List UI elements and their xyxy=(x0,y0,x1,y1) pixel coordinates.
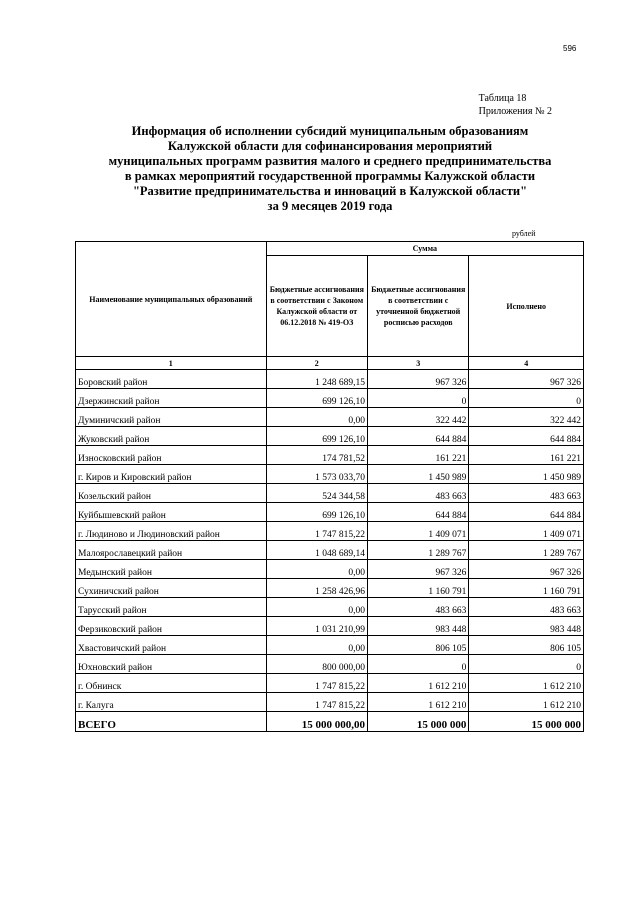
law-appropriation-value: 524 344,58 xyxy=(266,484,367,503)
executed-value: 644 884 xyxy=(469,427,584,446)
currency-unit: рублей xyxy=(512,229,536,238)
executed-value: 322 442 xyxy=(469,408,584,427)
executed-value: 1 612 210 xyxy=(469,674,584,693)
municipality-name: г. Киров и Кировский район xyxy=(76,465,267,484)
table-row xyxy=(76,522,584,541)
header-executed: Исполнено xyxy=(469,256,584,357)
refined-appropriation-value: 967 326 xyxy=(368,560,469,579)
executed-value: 0 xyxy=(469,655,584,674)
refined-appropriation-value: 644 884 xyxy=(368,427,469,446)
refined-appropriation-value: 483 663 xyxy=(368,484,469,503)
municipality-name: Малоярославецкий район xyxy=(76,541,267,560)
executed-value: 483 663 xyxy=(469,598,584,617)
table-row xyxy=(76,465,584,484)
column-index: 1 xyxy=(76,357,267,370)
refined-appropriation-value: 806 105 xyxy=(368,636,469,655)
annex-appendix-label: Приложения № 2 xyxy=(478,106,552,117)
municipality-name: Куйбышевский район xyxy=(76,503,267,522)
header-municipality: Наименование муниципальных образований xyxy=(76,242,267,357)
executed-value: 967 326 xyxy=(469,560,584,579)
subsidy-table xyxy=(75,241,584,732)
municipality-name: Ферзиковский район xyxy=(76,617,267,636)
refined-appropriation-value: 967 326 xyxy=(368,370,469,389)
refined-appropriation-value: 0 xyxy=(368,389,469,408)
header-law-appropriations: Бюджетные ассигнования в соответствии с Законом Калужской области от 06.12.2018 № 419-ОЗ xyxy=(266,256,367,357)
table-row xyxy=(76,427,584,446)
refined-appropriation-value: 0 xyxy=(368,655,469,674)
page-number: 596 xyxy=(563,44,577,53)
refined-appropriation-value: 1 612 210 xyxy=(368,674,469,693)
table-row xyxy=(76,503,584,522)
table-row xyxy=(76,408,584,427)
executed-value: 1 289 767 xyxy=(469,541,584,560)
law-appropriation-value: 1 248 689,15 xyxy=(266,370,367,389)
law-appropriation-value: 0,00 xyxy=(266,408,367,427)
municipality-name: Жуковский район xyxy=(76,427,267,446)
law-appropriation-value: 699 126,10 xyxy=(266,427,367,446)
executed-value: 1 409 071 xyxy=(469,522,584,541)
municipality-name: Тарусский район xyxy=(76,598,267,617)
law-appropriation-value: 1 031 210,99 xyxy=(266,617,367,636)
document-title xyxy=(60,124,600,214)
municipality-name: Юхновский район xyxy=(76,655,267,674)
law-appropriation-value: 1 258 426,96 xyxy=(266,579,367,598)
executed-value: 806 105 xyxy=(469,636,584,655)
executed-value: 983 448 xyxy=(469,617,584,636)
law-appropriation-value: 1 747 815,22 xyxy=(266,522,367,541)
title-line: муниципальных программ развития малого и среднего предпринимательства xyxy=(108,154,552,168)
annex-table-label: Таблица 18 xyxy=(478,93,527,104)
law-appropriation-value: 174 781,52 xyxy=(266,446,367,465)
table-row xyxy=(76,579,584,598)
refined-appropriation-value: 483 663 xyxy=(368,598,469,617)
table-row xyxy=(76,636,584,655)
header-sum: Сумма xyxy=(266,242,583,256)
column-index: 4 xyxy=(469,357,584,370)
table-row xyxy=(76,370,584,389)
executed-value: 1 160 791 xyxy=(469,579,584,598)
total-law-appropriations: 15 000 000,00 xyxy=(266,712,367,732)
table-row xyxy=(76,693,584,712)
refined-appropriation-value: 1 289 767 xyxy=(368,541,469,560)
refined-appropriation-value: 1 612 210 xyxy=(368,693,469,712)
law-appropriation-value: 0,00 xyxy=(266,560,367,579)
law-appropriation-value: 1 573 033,70 xyxy=(266,465,367,484)
refined-appropriation-value: 644 884 xyxy=(368,503,469,522)
municipality-name: Думиничский район xyxy=(76,408,267,427)
law-appropriation-value: 800 000,00 xyxy=(266,655,367,674)
total-executed: 15 000 000 xyxy=(469,712,584,732)
municipality-name: Износковский район xyxy=(76,446,267,465)
refined-appropriation-value: 161 221 xyxy=(368,446,469,465)
title-line: Калужской области для софинансирования мероприятий xyxy=(167,139,493,153)
law-appropriation-value: 699 126,10 xyxy=(266,503,367,522)
refined-appropriation-value: 983 448 xyxy=(368,617,469,636)
executed-value: 967 326 xyxy=(469,370,584,389)
law-appropriation-value: 0,00 xyxy=(266,598,367,617)
refined-appropriation-value: 1 409 071 xyxy=(368,522,469,541)
executed-value: 644 884 xyxy=(469,503,584,522)
law-appropriation-value: 1 747 815,22 xyxy=(266,674,367,693)
table-row xyxy=(76,541,584,560)
executed-value: 1 450 989 xyxy=(469,465,584,484)
table-body xyxy=(76,370,584,712)
refined-appropriation-value: 1 450 989 xyxy=(368,465,469,484)
column-index: 3 xyxy=(368,357,469,370)
municipality-name: Козельский район xyxy=(76,484,267,503)
law-appropriation-value: 699 126,10 xyxy=(266,389,367,408)
municipality-name: Сухиничский район xyxy=(76,579,267,598)
title-line: Информация об исполнении субсидий муниципальным образованиям xyxy=(131,124,529,138)
table-row xyxy=(76,560,584,579)
table-row xyxy=(76,655,584,674)
total-row xyxy=(76,712,584,732)
municipality-name: г. Калуга xyxy=(76,693,267,712)
table-row xyxy=(76,446,584,465)
header-refined-appropriations: Бюджетные ассигнования в соответствии с уточненной бюджетной росписью расходов xyxy=(368,256,469,357)
table-row xyxy=(76,389,584,408)
municipality-name: Боровский район xyxy=(76,370,267,389)
refined-appropriation-value: 1 160 791 xyxy=(368,579,469,598)
municipality-name: Хвастовичский район xyxy=(76,636,267,655)
total-refined-appropriations: 15 000 000 xyxy=(368,712,469,732)
annex-reference xyxy=(479,92,552,118)
law-appropriation-value: 0,00 xyxy=(266,636,367,655)
law-appropriation-value: 1 048 689,14 xyxy=(266,541,367,560)
table-row xyxy=(76,598,584,617)
municipality-name: Медынский район xyxy=(76,560,267,579)
executed-value: 0 xyxy=(469,389,584,408)
title-line: "Развитие предпринимательства и инноваций в Калужской области" xyxy=(132,184,528,198)
municipality-name: г. Людиново и Людиновский район xyxy=(76,522,267,541)
title-line: за 9 месяцев 2019 года xyxy=(267,199,393,213)
law-appropriation-value: 1 747 815,22 xyxy=(266,693,367,712)
column-index: 2 xyxy=(266,357,367,370)
executed-value: 483 663 xyxy=(469,484,584,503)
executed-value: 1 612 210 xyxy=(469,693,584,712)
executed-value: 161 221 xyxy=(469,446,584,465)
table-row xyxy=(76,484,584,503)
refined-appropriation-value: 322 442 xyxy=(368,408,469,427)
municipality-name: Дзержинский район xyxy=(76,389,267,408)
table-row xyxy=(76,617,584,636)
table-row xyxy=(76,674,584,693)
municipality-name: г. Обнинск xyxy=(76,674,267,693)
title-line: в рамках мероприятий государственной программы Калужской области xyxy=(124,169,536,183)
total-label: ВСЕГО xyxy=(76,712,267,732)
